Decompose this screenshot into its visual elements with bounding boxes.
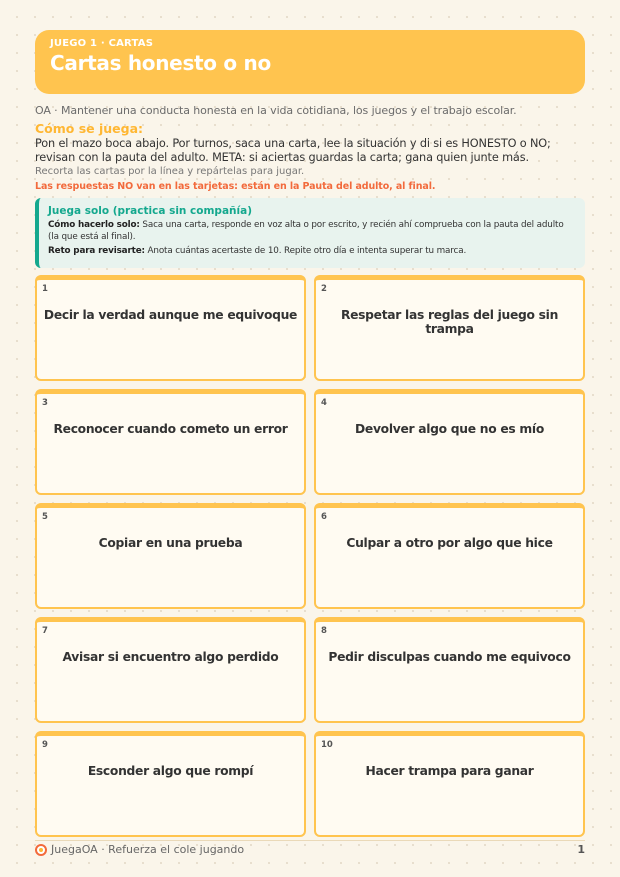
card-number: 6 [321,512,327,522]
card-situation: Devolver algo que no es mío [355,422,544,436]
card-situation: Respetar las reglas del juego sin trampa [340,308,559,336]
card-number: 7 [42,626,48,636]
rules-text: Pon el mazo boca abajo. Por turnos, saca una carta, lee la situación y di si es HONESTO o NO; revisan con la pauta del adulto. META: si aciertas guardas la carta; gana quien junte más. [35,137,551,164]
situation-card [314,503,585,609]
card-number: 9 [42,740,48,750]
card-number: 5 [42,512,48,522]
footer-divider [35,840,585,841]
situation-card [35,389,306,495]
solo-challenge-label: Reto para revisarte: [48,246,145,256]
card-situation: Pedir disculpas cuando me equivoco [328,650,571,664]
situation-card [314,731,585,837]
situation-card [35,617,306,723]
card-situation: Culpar a otro por algo que hice [346,536,553,550]
situation-card [35,731,306,837]
learning-objective: OA · Mantener una conducta honesta en la vida cotidiana, los juegos y el trabajo escolar. [35,104,517,117]
solo-how-line [48,219,573,243]
situation-card [35,275,306,381]
card-number: 3 [42,398,48,408]
situation-card [314,275,585,381]
solo-challenge-text: Anota cuántas acertaste de 10. Repite otro día e intenta superar tu marca. [144,246,467,256]
footer-brand [35,843,244,856]
card-situation: Decir la verdad aunque me equivoque [43,308,298,322]
target-icon [35,844,47,856]
page-title: Cartas honesto o no [50,51,271,75]
card-grid [35,275,585,837]
solo-how-label: Cómo hacerlo solo: [48,220,140,230]
cut-instructions: Recorta las cartas por la línea y repártelas para jugar. [35,166,305,177]
card-number: 2 [321,284,327,294]
answers-warning: Las respuestas NO van en las tarjetas: están en la Pauta del adulto, al final. [35,181,436,192]
card-number: 1 [42,284,48,294]
situation-card [35,503,306,609]
solo-how-text: Saca una carta, responde en voz alta o por escrito, y recién ahí comprueba con la pauta del adulto (la que está al final). [48,220,564,242]
card-situation: Esconder algo que rompí [87,764,254,778]
how-to-play-heading: Cómo se juega: [35,121,144,136]
card-situation: Hacer trampa para ganar [365,764,534,778]
card-number: 8 [321,626,327,636]
solo-challenge-line [48,245,573,257]
situation-card [314,617,585,723]
game-kicker: JUEGO 1 · CARTAS [50,38,154,49]
solo-title: Juega solo (practica sin compañía) [48,205,252,217]
card-number: 4 [321,398,327,408]
page-number: 1 [577,843,585,856]
page-header [35,30,585,94]
card-situation: Copiar en una prueba [98,536,243,550]
card-situation: Reconocer cuando cometo un error [53,422,288,436]
situation-card [314,389,585,495]
card-situation: Avisar si encuentro algo perdido [62,650,279,664]
solo-play-box [35,198,585,268]
card-number: 10 [321,740,333,750]
footer-brand-text: JuegaOA · Refuerza el cole jugando [51,843,245,856]
